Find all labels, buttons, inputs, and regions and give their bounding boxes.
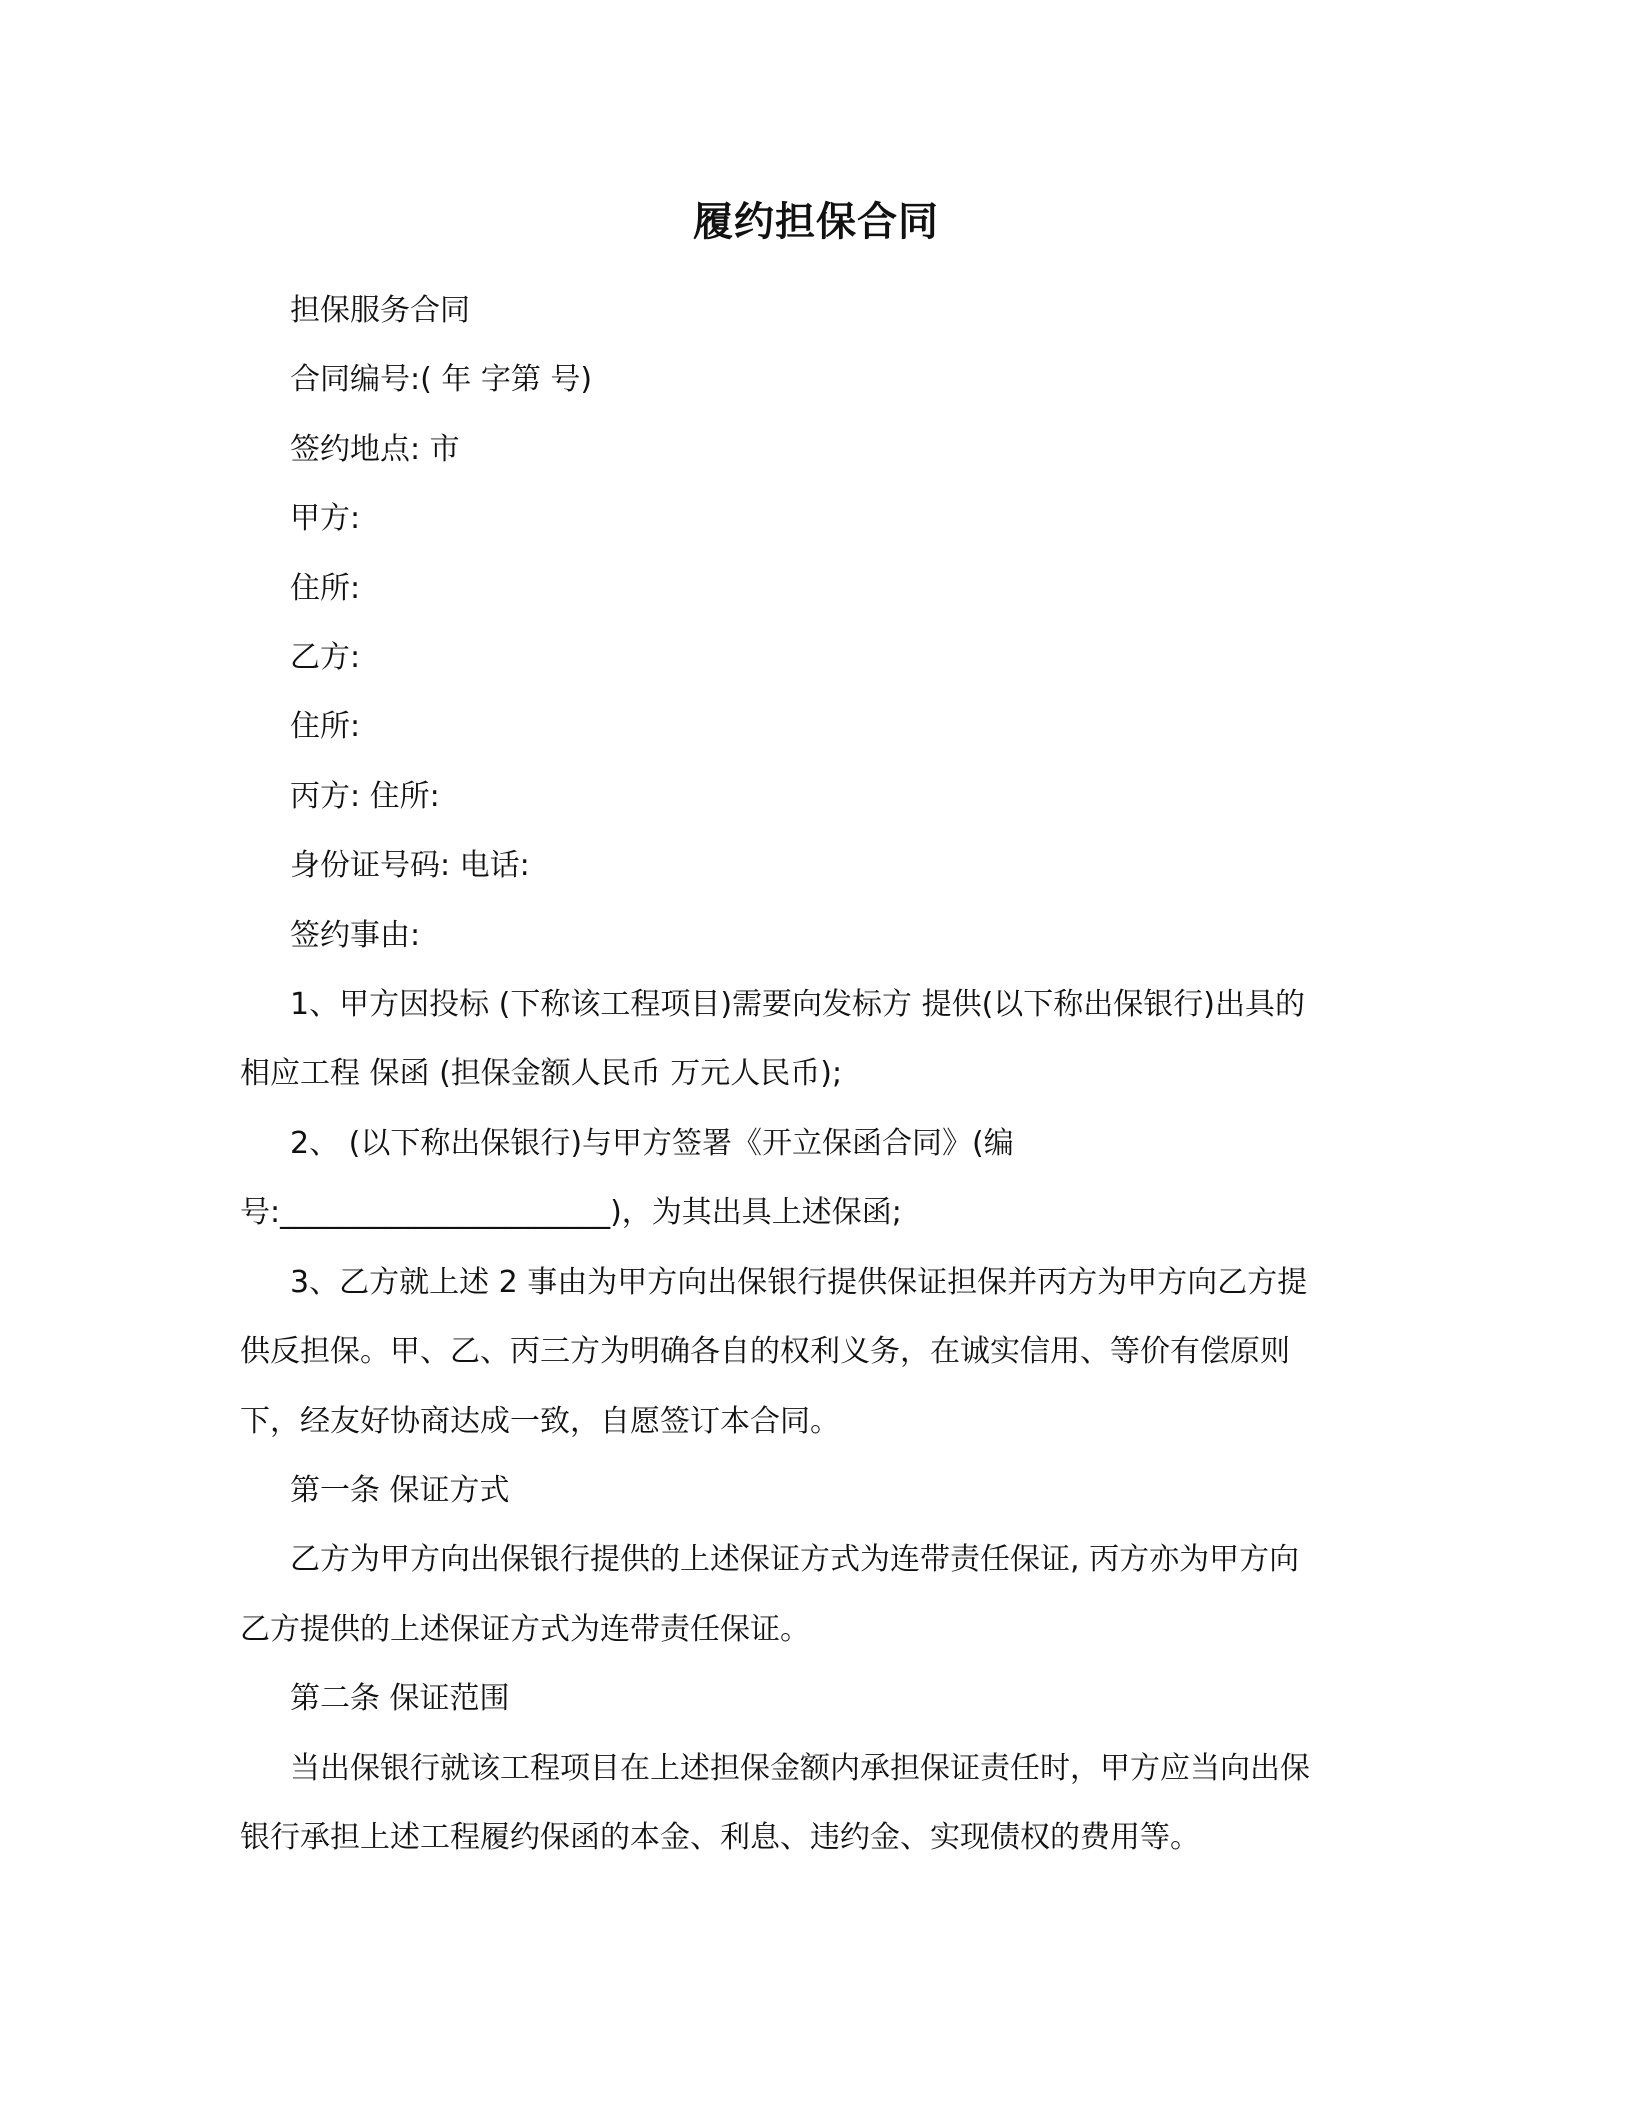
reason-1-line-1: 1、甲方因投标 (下称该工程项目)需要向发标方 提供(以下称出保银行)出具的 — [290, 987, 1305, 1023]
article-1-line-1: 乙方为甲方向出保银行提供的上述保证方式为连带责任保证, 丙方亦为甲方向 — [290, 1542, 1300, 1578]
id-phone-line: 身份证号码: 电话: — [290, 848, 530, 884]
document-title: 履约担保合同 — [693, 199, 939, 245]
party-b-address-line: 住所: — [290, 709, 361, 745]
signing-reason-line: 签约事由: — [290, 917, 421, 953]
party-a-line: 甲方: — [290, 501, 361, 537]
reason-2-line-2: 号:______________________)，为其出具上述保函; — [240, 1195, 902, 1231]
document-body — [240, 276, 1380, 1872]
reason-3-line-3: 下，经友好协商达成一致，自愿签订本合同。 — [240, 1403, 840, 1439]
contract-number-line: 合同编号:( 年 字第 号) — [290, 362, 593, 398]
party-b-line: 乙方: — [290, 640, 361, 676]
reason-2-line-1: 2、 (以下称出保银行)与甲方签署《开立保函合同》(编 — [290, 1125, 1014, 1161]
reason-3-line-2: 供反担保。甲、乙、丙三方为明确各自的权利义务，在诚实信用、等价有偿原则 — [240, 1334, 1290, 1370]
signing-location-line: 签约地点: 市 — [290, 431, 460, 467]
reason-1-line-2: 相应工程 保函 (担保金额人民币 万元人民币); — [240, 1056, 843, 1092]
contract-subtitle: 担保服务合同 — [290, 293, 470, 328]
party-c-line: 丙方: 住所: — [290, 778, 440, 814]
article-2-line-2: 银行承担上述工程履约保函的本金、利息、违约金、实现债权的费用等。 — [240, 1819, 1200, 1855]
article-2-line-1: 当出保银行就该工程项目在上述担保金额内承担保证责任时，甲方应当向出保 — [290, 1750, 1310, 1786]
article-1-line-2: 乙方提供的上述保证方式为连带责任保证。 — [240, 1611, 810, 1647]
article-2-heading: 第二条 保证范围 — [290, 1681, 510, 1717]
article-1-heading: 第一条 保证方式 — [290, 1472, 510, 1508]
reason-3-line-1: 3、乙方就上述 2 事由为甲方向出保银行提供保证担保并丙方为甲方向乙方提 — [290, 1264, 1308, 1300]
party-a-address-line: 住所: — [290, 570, 361, 606]
